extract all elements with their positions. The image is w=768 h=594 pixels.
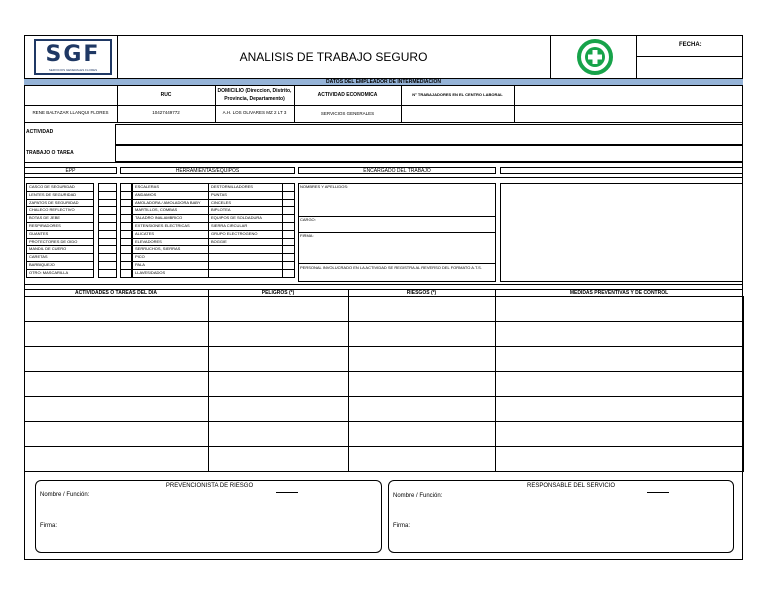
logo-subtext: SERVICIOS GENERALES FLORES	[48, 68, 98, 72]
tool-item-label: ALICATES	[132, 230, 209, 239]
epp-item-label: CASCO DE SEGURIDAD	[26, 183, 94, 192]
tool-item-label: GRUPO ELECTROGENO	[208, 230, 283, 239]
table-cell[interactable]	[208, 296, 349, 322]
epp-item-label: CARETAS	[26, 253, 94, 262]
header-peligros: PELIGROS (*)	[261, 290, 295, 296]
tool-row	[120, 206, 295, 214]
table-cell[interactable]	[24, 296, 209, 322]
tool-row	[120, 183, 295, 191]
tool-row	[120, 230, 295, 238]
prevencionista-box	[35, 480, 382, 553]
encargado-header	[298, 167, 496, 174]
nombres-label: NOMBRES Y APELLIDOS:	[300, 184, 349, 189]
table-cell[interactable]	[348, 396, 496, 422]
table-cell[interactable]	[348, 371, 496, 397]
responsable-box	[388, 480, 734, 553]
tool-item-label: EXTENSIONES ELECTRICAS	[132, 222, 209, 231]
epp-item-label: PROTECTORES DE OIDO	[26, 238, 94, 247]
encargado-header-label: ENCARGADO DEL TRABAJO	[363, 168, 431, 174]
tasks-table	[24, 289, 743, 472]
actividad-economica-label: ACTIVIDAD ECONOMICA	[317, 92, 378, 98]
tool-item-label: PICO	[132, 253, 209, 262]
table-cell[interactable]	[208, 371, 349, 397]
epp-item	[26, 183, 117, 191]
tool-item-label: SERRUCHOS, SIERRAS	[132, 245, 209, 254]
epp-item	[26, 191, 117, 199]
epp-header	[24, 167, 117, 174]
tool-item-label: ANDAMIOS	[132, 191, 209, 200]
epp-item	[26, 230, 117, 238]
ruc-value: 10427449772	[152, 110, 180, 115]
tool-row	[120, 199, 295, 207]
tool-item-label: BOGGIE	[208, 238, 283, 247]
herramientas-header	[120, 167, 295, 174]
tool-row	[120, 222, 295, 230]
company-logo	[34, 39, 112, 75]
table-cell[interactable]	[24, 371, 209, 397]
tool-item-label: EQUIPOS DE SOLDADURA	[208, 214, 283, 223]
tool-row	[120, 269, 295, 277]
epp-item-label: LENTES DE SEGURIDAD	[26, 191, 94, 200]
epp-item-label: RESPIRADORES	[26, 222, 94, 231]
tool-item-label: AMOLADORA / AMOLADORA BABY	[132, 199, 209, 208]
epp-item	[26, 199, 117, 207]
herramientas-header-label: HERRAMIENTAS/EQUIPOS	[175, 168, 240, 174]
epp-item	[26, 206, 117, 214]
table-cell[interactable]	[495, 446, 744, 472]
actividad-label: ACTIVIDAD	[26, 129, 54, 135]
green-cross-seal	[572, 39, 618, 75]
epp-item	[26, 245, 117, 253]
tool-item-label: SIERRA CIRCULAR	[208, 222, 283, 231]
logo-text: SGF	[45, 42, 101, 67]
employer-name-value: RENE BALTAZAR LLANQUI FLORES	[32, 110, 109, 115]
header-medidas: MEDIDAS PREVENTIVAS Y DE CONTROL	[569, 290, 669, 296]
firma-encargado-label: FIRMA:	[300, 233, 314, 238]
tool-item-label: CINCELES	[208, 199, 283, 208]
table-cell[interactable]	[208, 421, 349, 447]
responsable-firma: Firma:	[393, 523, 410, 529]
tool-row	[120, 245, 295, 253]
employer-section-bar	[24, 78, 743, 86]
trabajadores-label: N° TRABAJADORES EN EL CENTRO LABORAL	[412, 92, 503, 97]
extra-header	[500, 167, 743, 174]
epp-item	[26, 222, 117, 230]
table-cell[interactable]	[24, 421, 209, 447]
epp-item-label: BARBIQUEJO	[26, 261, 94, 270]
responsable-nombre: Nombre / Función:	[393, 493, 443, 499]
tool-item-label: LLAVES/DADOS	[132, 269, 209, 278]
table-cell[interactable]	[495, 296, 744, 322]
epp-item	[26, 269, 117, 277]
tool-item-label: MARTILLOS, COMBAS	[132, 206, 209, 215]
tool-item-label	[208, 269, 283, 278]
tool-checkbox[interactable]	[120, 269, 132, 278]
epp-item	[26, 238, 117, 246]
actividad-economica-value: SERVICIOS GENERALES	[320, 111, 375, 116]
personal-note: PERSONAL INVOLUCRADO EN LA ACTIVIDAD SE REGISTRA AL REVERSO DEL FORMATO A.T.S.	[300, 265, 482, 270]
cross-icon	[572, 39, 618, 75]
cargo-label: CARGO:	[300, 217, 316, 222]
table-cell[interactable]	[208, 321, 349, 347]
table-cell[interactable]	[495, 321, 744, 347]
epp-item-label: ZAPATOS DE SEGURIDAD	[26, 199, 94, 208]
tool-row	[120, 261, 295, 269]
table-cell[interactable]	[348, 446, 496, 472]
epp-item-label: GUANTES	[26, 230, 94, 239]
tool-row	[120, 191, 295, 199]
table-cell[interactable]	[208, 446, 349, 472]
tool-row	[120, 214, 295, 222]
epp-item-label: BOTAS DE JEBE	[26, 214, 94, 223]
prevencionista-firma: Firma:	[40, 523, 57, 529]
tool-item-label: ESCALERAS	[132, 183, 209, 192]
table-cell[interactable]	[495, 421, 744, 447]
trabajo-field[interactable]	[115, 145, 743, 162]
epp-item-label: MANDIL DE CUERO	[26, 245, 94, 254]
tool-item-label: PALA	[132, 261, 209, 270]
prevencionista-title: PREVENCIONISTA DE RIESGO	[165, 483, 254, 489]
tool-row	[120, 253, 295, 261]
tool-item-label: ELEVADORES	[132, 238, 209, 247]
responsable-title: RESPONSABLE DEL SERVICIO	[526, 483, 616, 489]
ruc-label: RUC	[160, 92, 172, 98]
tool-checkbox[interactable]	[282, 269, 295, 278]
table-cell[interactable]	[348, 296, 496, 322]
table-cell[interactable]	[495, 371, 744, 397]
tool-item-label: BIPLOTEA	[208, 206, 283, 215]
table-cell[interactable]	[348, 346, 496, 372]
domicilio-label: DOMICILIO (Direccion, Distrito, Provincia, Departamento)	[217, 88, 292, 102]
epp-item	[26, 253, 117, 261]
epp-item-label: CHALECO REFLECTIVO	[26, 206, 94, 215]
table-cell[interactable]	[495, 396, 744, 422]
domicilio-value: A.H. LOS OLIVARES MZ 2 LT 3	[222, 110, 287, 115]
table-cell[interactable]	[495, 346, 744, 372]
table-cell[interactable]	[208, 346, 349, 372]
tool-item-label: DESTORNILLADORES	[208, 183, 283, 192]
actividad-field[interactable]	[115, 124, 743, 145]
epp-item-label: OTRO: MASCARILLA	[26, 269, 94, 278]
table-cell[interactable]	[348, 321, 496, 347]
epp-item	[26, 261, 117, 269]
trabajo-label: TRABAJO O TAREA	[26, 150, 74, 156]
fecha-label: FECHA:	[679, 42, 702, 48]
table-cell[interactable]	[24, 346, 209, 372]
epp-header-label: EPP	[65, 168, 76, 174]
table-cell[interactable]	[24, 321, 209, 347]
epp-item-checkbox[interactable]	[98, 269, 117, 278]
tool-row	[120, 238, 295, 246]
tool-item-label: PUNTAS	[208, 191, 283, 200]
tool-item-label: TALADRO INALAMBRICO	[132, 214, 209, 223]
table-cell[interactable]	[24, 396, 209, 422]
table-cell[interactable]	[348, 421, 496, 447]
table-cell[interactable]	[24, 446, 209, 472]
extra-box	[500, 183, 743, 282]
page-title: ANALISIS DE TRABAJO SEGURO	[239, 50, 428, 64]
epp-item	[26, 214, 117, 222]
table-cell[interactable]	[208, 396, 349, 422]
prevencionista-nombre: Nombre / Función:	[40, 492, 90, 498]
employer-section-title: DATOS DEL EMPLEADOR DE INTERMEDIACION	[325, 79, 441, 85]
header-riesgos: RIESGOS (*)	[406, 290, 437, 296]
header-actividades: ACTIVIDADES O TAREAS DEL DÍA	[74, 290, 158, 296]
